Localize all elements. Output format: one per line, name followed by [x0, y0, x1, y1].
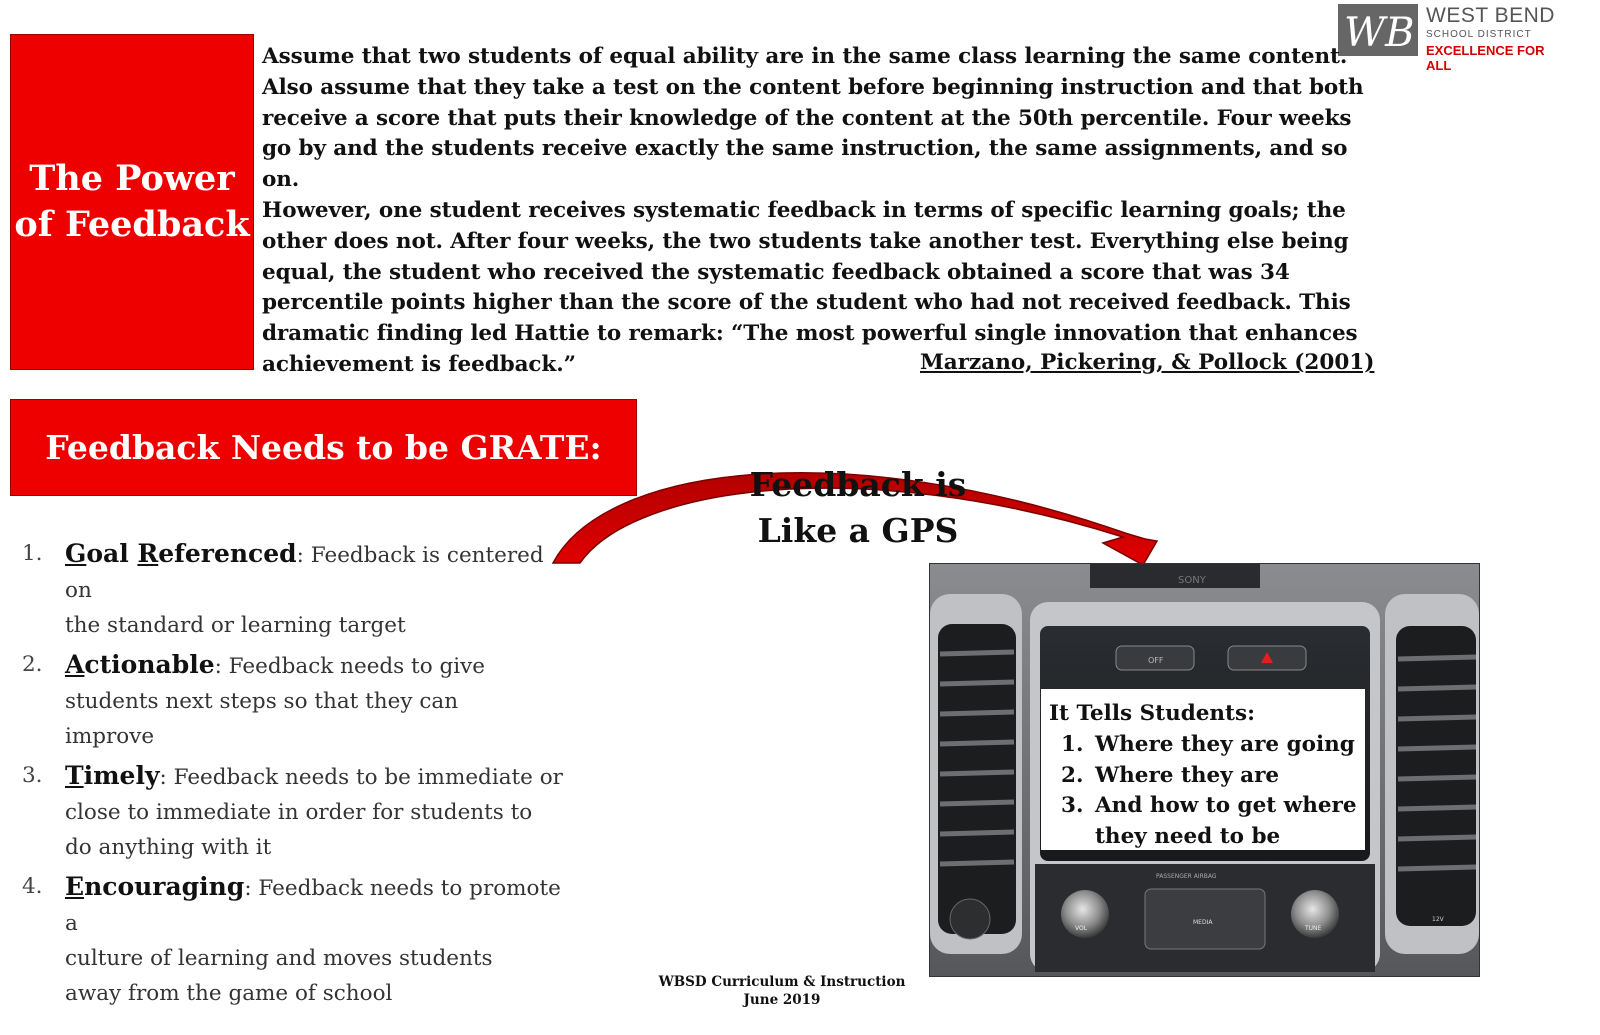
gps-title-line2: Like a GPS [757, 511, 959, 550]
quote-line: go by and the students receive exactly the same instruction, the same assignments, and so on. [262, 136, 1348, 193]
12v-label: 12V [1432, 916, 1444, 923]
grate-term [65, 761, 160, 790]
power-title-line1: The Power [29, 158, 235, 199]
grate-item [22, 869, 572, 1011]
gps-title [700, 462, 1016, 554]
tells-item [1049, 791, 1357, 853]
grate-term [65, 539, 297, 568]
tells-students-box [1041, 689, 1365, 850]
grate-item-text: the standard or learning target [65, 613, 406, 638]
citation: Marzano, Pickering, & Pollock (2001) [920, 350, 1375, 375]
tells-item-text: And how to get where [1095, 793, 1357, 819]
airbag-label: PASSENGER AIRBAG [1156, 873, 1217, 880]
grate-item [22, 758, 572, 865]
footer-line1: WBSD Curriculum & Instruction [658, 974, 906, 990]
grate-term-initial: R [137, 539, 159, 568]
grate-term-part: ncouraging [84, 872, 245, 901]
district-logo [1338, 4, 1570, 73]
power-of-feedback-box [10, 34, 254, 370]
media-label: MEDIA [1193, 919, 1213, 926]
tells-item-text: Where they are [1095, 762, 1280, 788]
tells-list [1049, 730, 1357, 853]
footer [650, 973, 914, 1009]
grate-term-initial: E [65, 872, 85, 901]
quote-line: However, one student receives systematic feedback in terms of specific learning goals; the [262, 197, 1346, 223]
vol-label: VOL [1075, 925, 1088, 932]
quote-line: equal, the student who received the systematic feedback obtained a score that was 34 [262, 259, 1290, 285]
grate-item [22, 647, 572, 754]
tells-item-number: 1. [1061, 731, 1084, 757]
tells-item-text: Where they are going [1095, 731, 1355, 757]
quote-line: Also assume that they take a test on the content before beginning instruction and that both [262, 74, 1364, 100]
grate-item-text: : Feedback needs to give [214, 654, 485, 679]
grate-term-initial: G [65, 539, 87, 568]
tells-item-text: they need to be [1095, 824, 1281, 850]
logo-line3: EXCELLENCE FOR ALL [1426, 43, 1545, 73]
tells-item-number: 2. [1061, 762, 1084, 788]
tells-item-number: 3. [1061, 793, 1084, 819]
grate-header [10, 399, 637, 496]
grate-item-number: 1. [22, 541, 43, 566]
grate-item-number: 3. [22, 763, 43, 788]
grate-term-initial: A [65, 650, 85, 679]
research-quote [262, 42, 1375, 381]
quote-line: other does not. After four weeks, the two students take another test. Everything else being [262, 228, 1349, 254]
grate-item-text: : Feedback needs to be immediate or [159, 765, 563, 790]
quote-line: Assume that two students of equal ability are in the same class learning the same content. [262, 44, 1348, 69]
tune-label: TUNE [1305, 925, 1322, 932]
grate-item-text: improve [65, 724, 155, 749]
power-title-line2: of Feedback [14, 204, 250, 245]
logo-line2: SCHOOL DISTRICT [1426, 29, 1532, 40]
sony-label: SONY [1178, 575, 1206, 586]
grate-item-number: 4. [22, 874, 43, 899]
gps-title-line1: Feedback is [749, 465, 967, 504]
off-label: OFF [1148, 656, 1164, 665]
grate-term-part: eferenced [158, 539, 297, 568]
grate-item-text: away from the game of school [65, 981, 393, 1006]
grate-term [65, 650, 215, 679]
tells-item [1049, 730, 1357, 761]
grate-list [22, 536, 572, 1015]
quote-line: achievement is feedback.” [262, 351, 576, 377]
grate-item-text: do anything with it [65, 835, 272, 860]
grate-term-part: oal [86, 539, 138, 568]
grate-term [65, 872, 244, 901]
grate-item-text: close to immediate in order for students to [65, 800, 533, 825]
quote-line: dramatic finding led Hattie to remark: “The most powerful single innovation that enhances [262, 321, 1358, 347]
grate-item [22, 536, 572, 643]
logo-line1: WEST BEND [1426, 4, 1555, 27]
footer-line2: June 2019 [743, 992, 821, 1008]
grate-item-text: : Feedback is centered on [65, 543, 544, 603]
grate-item-text: : Feedback needs to promote a [65, 876, 561, 936]
quote-line: percentile points higher than the score of the student who had not received feedback. This [262, 290, 1351, 316]
grate-term-part: imely [83, 761, 160, 790]
tells-title: It Tells Students: [1049, 701, 1256, 726]
grate-header-text: Feedback Needs to be GRATE: [45, 428, 602, 467]
grate-term-part: ctionable [84, 650, 215, 679]
svg-text:WB: WB [1344, 10, 1415, 56]
grate-term-initial: T [65, 761, 84, 790]
grate-item-number: 2. [22, 652, 43, 677]
tells-item [1049, 761, 1357, 792]
quote-line: receive a score that puts their knowledge of the content at the 50th percentile. Four weeks [262, 105, 1352, 131]
grate-item-text: students next steps so that they can [65, 689, 459, 714]
grate-item-text: culture of learning and moves students [65, 946, 493, 971]
